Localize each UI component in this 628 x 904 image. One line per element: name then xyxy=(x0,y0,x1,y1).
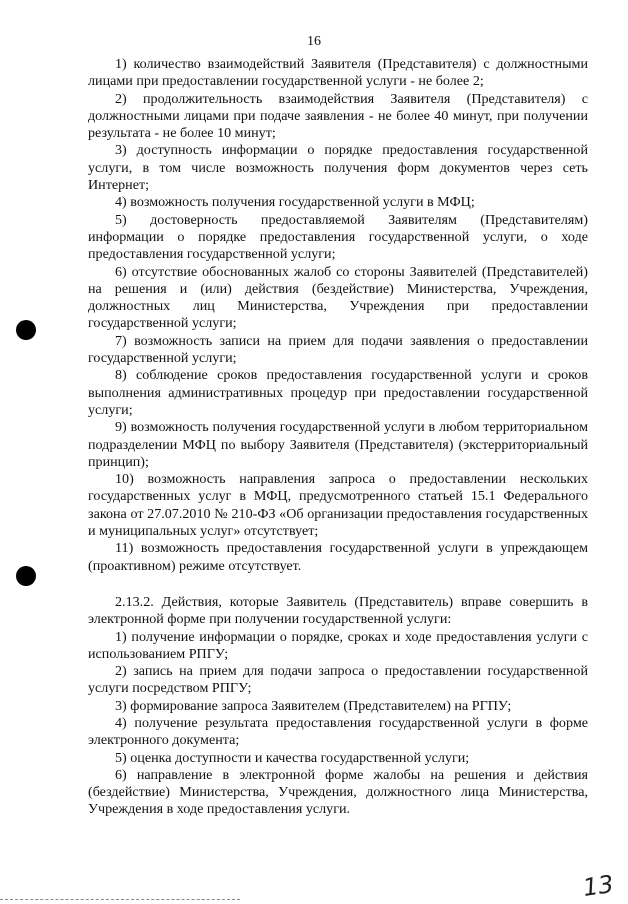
criteria-item-6: 6) отсутствие обоснованных жалоб со стороны Заявителей (Представителей) на решения и (или) действия (бездействие) Министерства, Учреждения, должностных лиц Министерства, Учреждения при предоставлении государственной услуги; xyxy=(88,263,588,332)
criteria-item-9: 9) возможность получения государственной услуги в любом территориальном подразделении МФЦ по выбору Заявителя (Представителя) (экстерриториальный принцип); xyxy=(88,419,588,470)
electronic-action-4: 4) получение результата предоставления государственной услуги в форме электронного документа; xyxy=(88,714,588,749)
criteria-item-5: 5) достоверность предоставляемой Заявителям (Представителям) информации о порядке предоставления государственной услуги, о ходе предоставления государственной услуги; xyxy=(88,211,588,263)
electronic-action-5: 5) оценка доступности и качества государственной услуги; xyxy=(115,749,470,766)
electronic-action-6: 6) направление в электронной форме жалобы на решения и действия (бездействие) Министерства, Учреждения, должностного лица Министерства, Учреждения в ходе предоставления услуги. xyxy=(88,766,588,818)
criteria-item-2: 2) продолжительность взаимодействия Заявителя (Представителя) с должностными лицами при подаче заявления - не более 40 минут, при получении результата - не более 10 минут; xyxy=(88,90,588,142)
punch-hole xyxy=(16,566,36,586)
criteria-item-1: 1) количество взаимодействий Заявителя (Представителя) с должностными лицами при предоставлении государственной услуги - не более 2; xyxy=(88,56,588,90)
handwritten-page-mark: 13 xyxy=(581,870,616,902)
electronic-action-1: 1) получение информации о порядке, сроках и ходе предоставления услуги с использованием РПГУ; xyxy=(88,628,588,662)
section-gap xyxy=(88,575,588,594)
electronic-action-2: 2) запись на прием для подачи запроса о предоставлении государственной услуги посредством РПГУ; xyxy=(88,663,588,697)
criteria-item-4: 4) возможность получения государственной услуги в МФЦ; xyxy=(115,194,475,211)
criteria-item-8: 8) соблюдение сроков предоставления государственной услуги и сроков выполнения административных процедур при предоставлении государственной услуги; xyxy=(88,367,588,418)
page-number: 16 xyxy=(307,34,321,49)
scan-edge-line xyxy=(0,899,240,900)
document-body xyxy=(88,56,588,819)
section-heading-2-13-2: 2.13.2. Действия, которые Заявитель (Представитель) вправе совершить в электронной форме при получении государственной услуги: xyxy=(88,593,588,628)
criteria-item-10: 10) возможность направления запроса о предоставлении нескольких государственных услуг в МФЦ, предусмотренного статьей 15.1 Федерального закона от 27.07.2010 № 210-ФЗ «Об организации предоставления государственных и муниципальных услуг» отсутствует; xyxy=(88,471,588,540)
criteria-item-3: 3) доступность информации о порядке предоставления государственной услуги, в том числе возможность получения форм документов через сеть Интернет; xyxy=(88,142,588,194)
punch-hole xyxy=(16,320,36,340)
criteria-item-11: 11) возможность предоставления государственной услуги в упреждающем (проактивном) режиме отсутствует. xyxy=(88,540,588,574)
criteria-item-7: 7) возможность записи на прием для подачи заявления о предоставлении государственной услуги; xyxy=(88,332,588,367)
electronic-action-3: 3) формирование запроса Заявителем (Представителем) на РГПУ; xyxy=(115,697,512,714)
